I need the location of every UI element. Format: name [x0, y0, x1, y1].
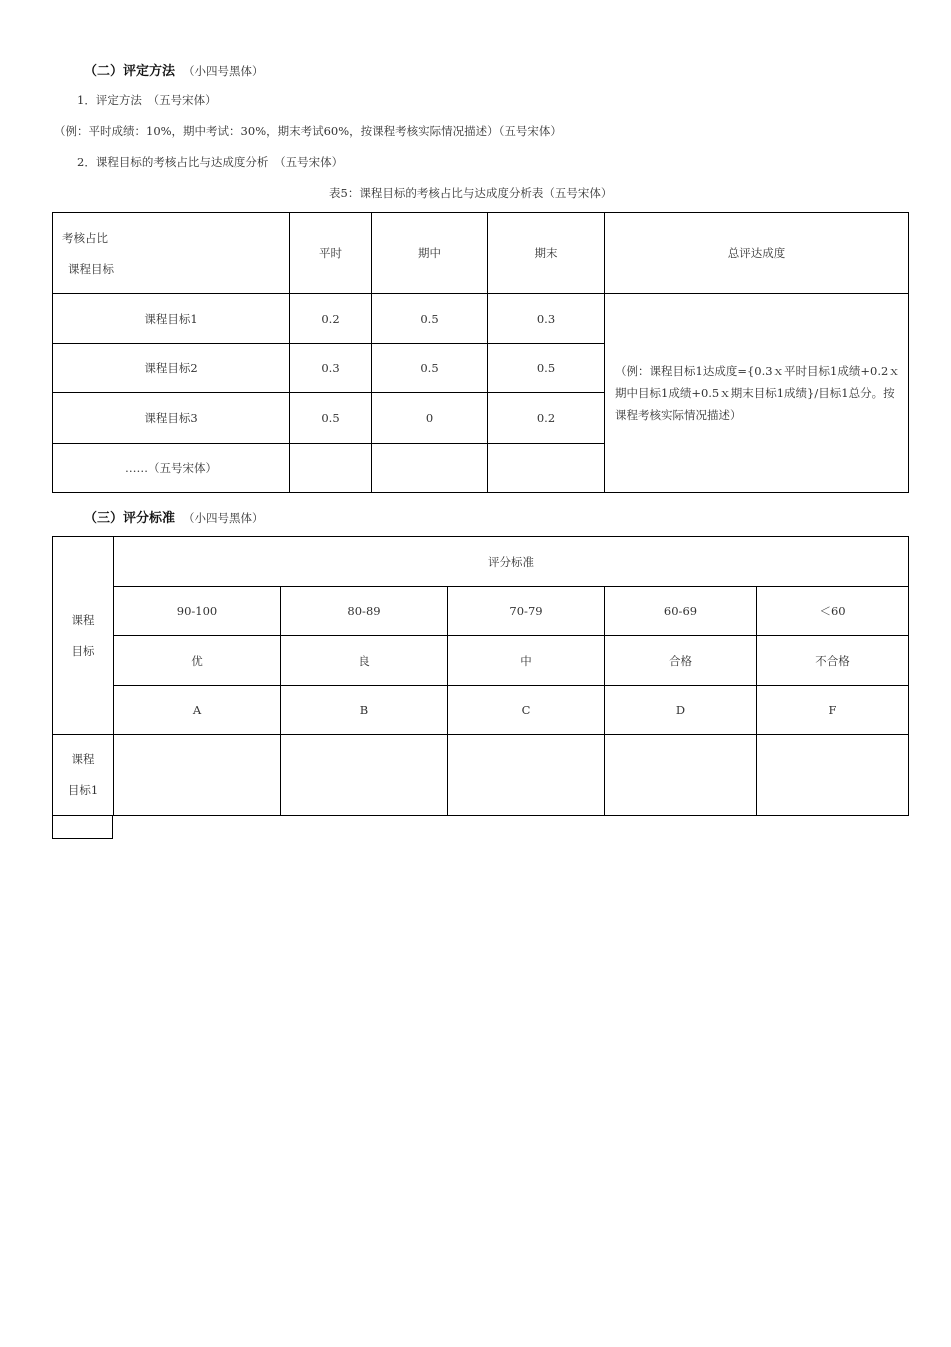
section3-heading-note: （小四号黑体）: [183, 511, 264, 525]
row-qizhong: 0.5: [372, 294, 488, 344]
grade-level: 合格: [605, 636, 757, 686]
grade-level: 中: [448, 636, 605, 686]
header-qizhong: 期中: [372, 213, 488, 294]
table-row: [53, 294, 909, 344]
empty-trailing-cell: [52, 816, 113, 839]
grade-cell: [757, 735, 909, 816]
grade-letter-row: [53, 686, 909, 735]
total-achievement-description: （例：课程目标1达成度={0.3ｘ平时目标1成绩+0.2ｘ期中目标1成绩+0.5ｘ期末目标1成绩}/目标1总分。按课程考核实际情况描述）: [605, 294, 909, 493]
grade-letter: D: [605, 686, 757, 735]
table5-corner-cell: [53, 213, 290, 294]
section2-heading-note: （小四号黑体）: [183, 64, 264, 78]
assessment-ratio-table: [52, 212, 909, 493]
table-row: [53, 735, 909, 816]
row-goal: 课程目标1: [53, 294, 290, 344]
corner-top-label: 考核占比: [62, 231, 108, 245]
goal1-label-cell: [53, 735, 114, 816]
row-qimo: 0.5: [488, 344, 605, 393]
goal1-label-line2: 目标1: [67, 783, 99, 797]
goal-label-line2: 目标: [71, 643, 95, 658]
item1-text: 1．评定方法 （五号宋体）: [77, 93, 217, 107]
grade-cell: [114, 735, 281, 816]
grade-level: 良: [281, 636, 448, 686]
corner-bottom-label: 课程目标: [68, 262, 114, 276]
grade-letter: B: [281, 686, 448, 735]
header-zongping: 总评达成度: [605, 213, 909, 294]
grade-letter: C: [448, 686, 605, 735]
row-goal: 课程目标3: [53, 393, 290, 444]
row-pingshi: 0.3: [290, 344, 372, 393]
goal-label-cell: [53, 537, 114, 735]
row-goal: ……（五号宋体）: [53, 444, 290, 493]
section2-heading: [84, 60, 264, 79]
row-pingshi: [290, 444, 372, 493]
grading-standard-table: [52, 536, 909, 816]
section3-heading: [84, 507, 264, 526]
grade-level: 优: [114, 636, 281, 686]
header-pingshi: 平时: [290, 213, 372, 294]
header-qimo: 期末: [488, 213, 605, 294]
item2-text: 2．课程目标的考核占比与达成度分析 （五号宋体）: [77, 155, 344, 169]
example-text: （例：平时成绩：10%，期中考试：30%，期末考试60%，按课程考核实际情况描述）（五号宋体）: [54, 124, 562, 138]
table5-caption: 表5：课程目标的考核占比与达成度分析表（五号宋体）: [329, 186, 613, 200]
score-range: 60-69: [605, 587, 757, 636]
grade-cell: [281, 735, 448, 816]
grade-cell: [448, 735, 605, 816]
score-range: 70-79: [448, 587, 605, 636]
grade-cell: [605, 735, 757, 816]
row-qizhong: [372, 444, 488, 493]
row-qimo: 0.3: [488, 294, 605, 344]
score-range: 90-100: [114, 587, 281, 636]
section3-heading-text: （三）评分标准: [84, 511, 176, 526]
goal-label-line1: 课程: [71, 612, 95, 627]
grade-level: 不合格: [757, 636, 909, 686]
grade-letter: F: [757, 686, 909, 735]
row-qizhong: 0: [372, 393, 488, 444]
score-range-row: [53, 587, 909, 636]
row-qimo: [488, 444, 605, 493]
row-qimo: 0.2: [488, 393, 605, 444]
grading-header: 评分标准: [114, 537, 909, 587]
row-pingshi: 0.2: [290, 294, 372, 344]
row-pingshi: 0.5: [290, 393, 372, 444]
section2-heading-text: （二）评定方法: [84, 64, 176, 79]
grade-level-row: [53, 636, 909, 686]
goal1-label-line1: 课程: [71, 752, 95, 766]
score-range: ＜60: [757, 587, 909, 636]
row-goal: 课程目标2: [53, 344, 290, 393]
score-range: 80-89: [281, 587, 448, 636]
grade-letter: A: [114, 686, 281, 735]
row-qizhong: 0.5: [372, 344, 488, 393]
